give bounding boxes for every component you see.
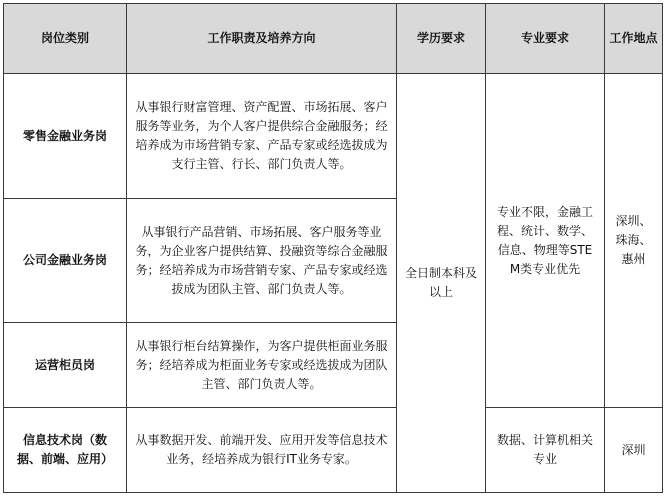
row-category: 信息技术岗（数据、前端、应用） <box>4 408 127 493</box>
row-category: 运营柜员岗 <box>4 323 127 408</box>
header-duties: 工作职责及培养方向 <box>127 4 397 74</box>
row-duties: 从事数据开发、前端开发、应用开发等信息技术业务，经培养成为银行IT业务专家。 <box>127 408 397 493</box>
row-duties: 从事银行柜台结算操作，为客户提供柜面业务服务；经培养成为柜面业务专家或经选拔成为团队主管、部门负责人等。 <box>127 323 397 408</box>
header-category: 岗位类别 <box>4 4 127 74</box>
row-duties: 从事银行产品营销、市场拓展、客户服务等业务，为企业客户提供结算、投融资等综合金融服务；经培养成为市场营销专家、产品专家或经选拔成为团队主管、部门负责人等。 <box>127 199 397 323</box>
major-requirement-it: 数据、计算机相关专业 <box>486 408 605 493</box>
table-header-row <box>4 4 663 74</box>
major-requirement: 专业不限，金融工程、统计、数学、信息、物理等STEM类专业优先 <box>486 74 605 408</box>
table-row <box>4 74 663 199</box>
header-location: 工作地点 <box>605 4 663 74</box>
row-category: 零售金融业务岗 <box>4 74 127 199</box>
header-major: 专业要求 <box>486 4 605 74</box>
row-duties: 从事银行财富管理、资产配置、市场拓展、客户服务等业务，为个人客户提供综合金融服务；经培养成为市场营销专家、产品专家或经选拔成为支行主管、行长、部门负责人等。 <box>127 74 397 199</box>
table-row <box>4 408 663 493</box>
header-education: 学历要求 <box>397 4 486 74</box>
work-location-it: 深圳 <box>605 408 663 493</box>
education-requirement: 全日制本科及以上 <box>397 74 486 493</box>
recruitment-table <box>3 3 663 493</box>
row-category: 公司金融业务岗 <box>4 199 127 323</box>
work-location: 深圳、珠海、惠州 <box>605 74 663 408</box>
recruitment-table-container <box>3 3 663 493</box>
